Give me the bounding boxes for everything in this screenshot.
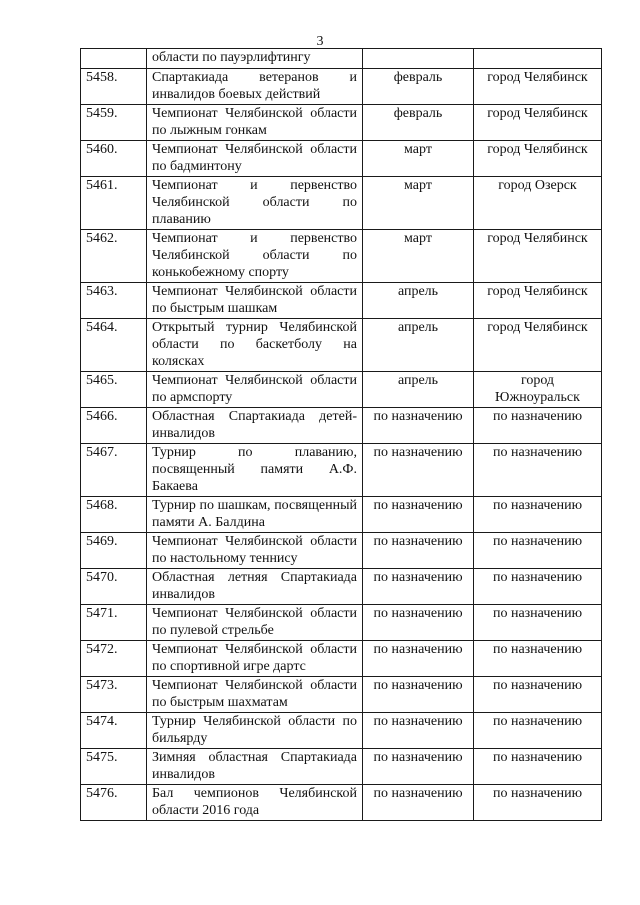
- cell-event-name: Чемпионат Челябинской области по быстрым шашкам: [147, 283, 363, 319]
- cell-date: по назначению: [363, 408, 474, 444]
- cell-place: город Челябинск: [474, 319, 602, 372]
- table-row: [81, 749, 602, 785]
- cell-place: по назначению: [474, 749, 602, 785]
- cell-date: апрель: [363, 372, 474, 408]
- table-row: [81, 319, 602, 372]
- cell-number: 5464.: [81, 319, 147, 372]
- cell-number: 5460.: [81, 141, 147, 177]
- cell-place: по назначению: [474, 569, 602, 605]
- table-row: [81, 141, 602, 177]
- cell-number: [81, 49, 147, 69]
- table-row: [81, 641, 602, 677]
- cell-place: город Челябинск: [474, 141, 602, 177]
- cell-number: 5472.: [81, 641, 147, 677]
- cell-event-name: Чемпионат Челябинской области по бадминтону: [147, 141, 363, 177]
- cell-event-name: Открытый турнир Челябинской области по баскетболу на колясках: [147, 319, 363, 372]
- cell-date: февраль: [363, 105, 474, 141]
- table-row: [81, 408, 602, 444]
- table-row-continuation: [81, 49, 602, 69]
- table-row: [81, 177, 602, 230]
- cell-date: март: [363, 141, 474, 177]
- cell-date: по назначению: [363, 444, 474, 497]
- cell-number: 5465.: [81, 372, 147, 408]
- table-row: [81, 230, 602, 283]
- cell-place: по назначению: [474, 408, 602, 444]
- cell-number: 5476.: [81, 785, 147, 821]
- cell-number: 5475.: [81, 749, 147, 785]
- table-row: [81, 569, 602, 605]
- table-row: [81, 69, 602, 105]
- cell-place: город Озерск: [474, 177, 602, 230]
- cell-event-name: Чемпионат Челябинской области по армспорту: [147, 372, 363, 408]
- cell-event-name: Чемпионат Челябинской области по спортивной игре дартс: [147, 641, 363, 677]
- cell-number: 5474.: [81, 713, 147, 749]
- cell-number: 5462.: [81, 230, 147, 283]
- table-row: [81, 283, 602, 319]
- cell-date: апрель: [363, 283, 474, 319]
- cell-number: 5459.: [81, 105, 147, 141]
- cell-place: по назначению: [474, 497, 602, 533]
- cell-event-name: Чемпионат Челябинской области по настольному теннису: [147, 533, 363, 569]
- cell-date: февраль: [363, 69, 474, 105]
- table-row: [81, 372, 602, 408]
- events-table-body: [81, 49, 602, 821]
- table-row: [81, 105, 602, 141]
- cell-number: 5471.: [81, 605, 147, 641]
- cell-date: по назначению: [363, 713, 474, 749]
- cell-place: по назначению: [474, 533, 602, 569]
- cell-event-name: Турнир Челябинской области по бильярду: [147, 713, 363, 749]
- cell-date: по назначению: [363, 641, 474, 677]
- cell-place: по назначению: [474, 444, 602, 497]
- cell-number: 5458.: [81, 69, 147, 105]
- cell-date: по назначению: [363, 605, 474, 641]
- cell-event-name: Чемпионат Челябинской области по лыжным гонкам: [147, 105, 363, 141]
- cell-event-name: Чемпионат Челябинской области по быстрым шахматам: [147, 677, 363, 713]
- table-row: [81, 605, 602, 641]
- cell-date: апрель: [363, 319, 474, 372]
- cell-date: по назначению: [363, 569, 474, 605]
- cell-event-name: Чемпионат и первенство Челябинской области по плаванию: [147, 177, 363, 230]
- cell-event-name: области по пауэрлифтингу: [147, 49, 363, 69]
- cell-date: по назначению: [363, 677, 474, 713]
- cell-event-name: Спартакиада ветеранов и инвалидов боевых действий: [147, 69, 363, 105]
- cell-place: город Челябинск: [474, 105, 602, 141]
- cell-number: 5470.: [81, 569, 147, 605]
- cell-number: 5467.: [81, 444, 147, 497]
- cell-date: март: [363, 230, 474, 283]
- cell-date: по назначению: [363, 785, 474, 821]
- cell-event-name: Зимняя областная Спартакиада инвалидов: [147, 749, 363, 785]
- cell-place: [474, 49, 602, 69]
- cell-number: 5469.: [81, 533, 147, 569]
- cell-event-name: Областная Спартакиада детей-инвалидов: [147, 408, 363, 444]
- cell-number: 5466.: [81, 408, 147, 444]
- cell-place: город Челябинск: [474, 69, 602, 105]
- cell-event-name: Чемпионат и первенство Челябинской области по конькобежному спорту: [147, 230, 363, 283]
- cell-date: по назначению: [363, 749, 474, 785]
- cell-place: по назначению: [474, 677, 602, 713]
- cell-place: по назначению: [474, 785, 602, 821]
- page-number: 3: [316, 34, 324, 49]
- cell-event-name: Турнир по плаванию, посвященный памяти А.Ф. Бакаева: [147, 444, 363, 497]
- cell-place: город Челябинск: [474, 230, 602, 283]
- cell-date: по назначению: [363, 497, 474, 533]
- cell-event-name: Областная летняя Спартакиада инвалидов: [147, 569, 363, 605]
- cell-event-name: Чемпионат Челябинской области по пулевой стрельбе: [147, 605, 363, 641]
- cell-date: по назначению: [363, 533, 474, 569]
- table-row: [81, 444, 602, 497]
- table-row: [81, 533, 602, 569]
- cell-event-name: Турнир по шашкам, посвященный памяти А. Балдина: [147, 497, 363, 533]
- table-row: [81, 713, 602, 749]
- cell-date: март: [363, 177, 474, 230]
- table-row: [81, 497, 602, 533]
- events-table: [80, 48, 602, 821]
- cell-number: 5473.: [81, 677, 147, 713]
- cell-number: 5468.: [81, 497, 147, 533]
- cell-place: по назначению: [474, 605, 602, 641]
- table-row: [81, 785, 602, 821]
- cell-place: по назначению: [474, 713, 602, 749]
- cell-event-name: Бал чемпионов Челябинской области 2016 года: [147, 785, 363, 821]
- table-row: [81, 677, 602, 713]
- cell-number: 5461.: [81, 177, 147, 230]
- cell-place: по назначению: [474, 641, 602, 677]
- cell-place: город Челябинск: [474, 283, 602, 319]
- cell-place: город Южноуральск: [474, 372, 602, 408]
- cell-number: 5463.: [81, 283, 147, 319]
- cell-date: [363, 49, 474, 69]
